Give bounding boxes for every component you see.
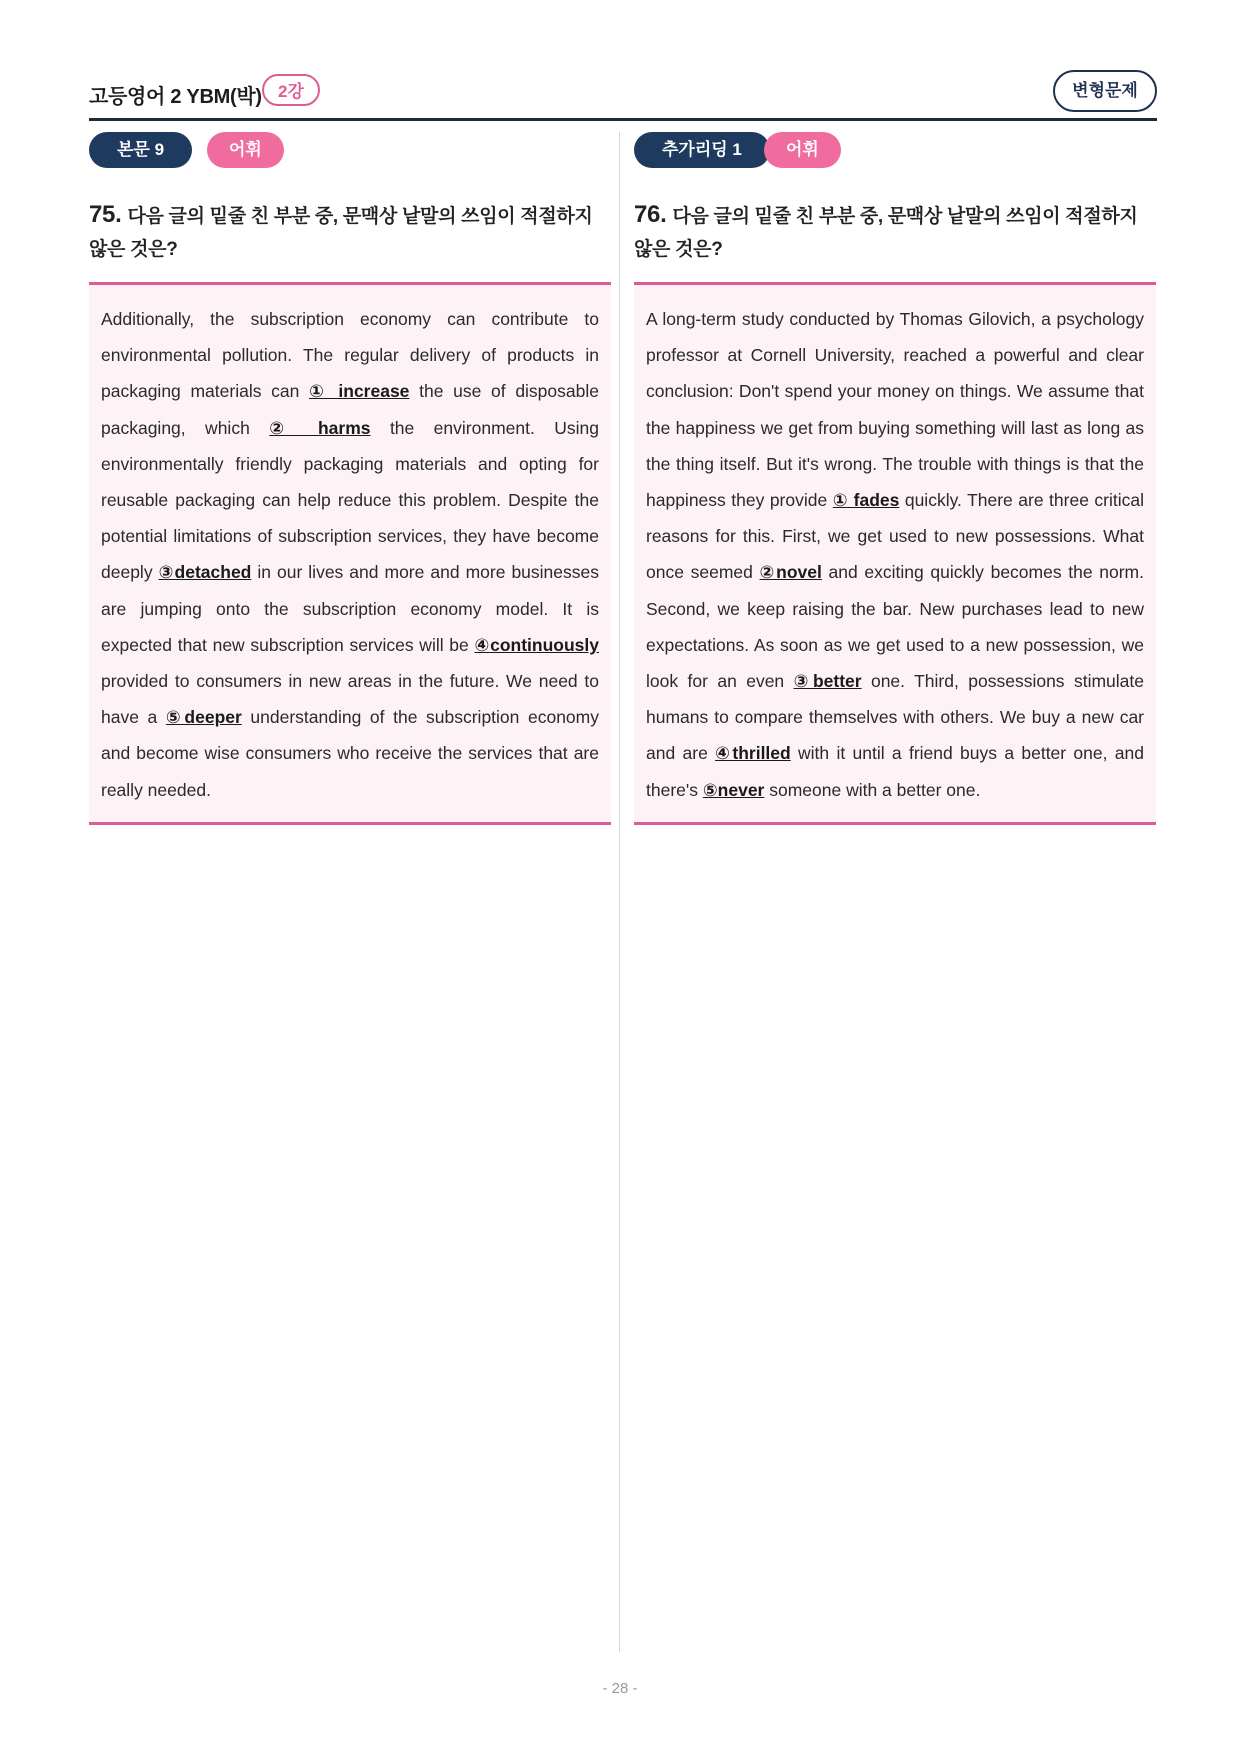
passage-box <box>634 282 1156 825</box>
left-pills <box>89 132 611 170</box>
page-number: - 28 - <box>602 1680 638 1697</box>
passage-text: the environment. Using environmentally friendly packaging materials and opting for reusable packaging can help reduce this problem. Despite the potential limitations of subscription services, they have become deeply <box>101 417 599 583</box>
passage-text: one. Third, possessions stimulate humans to compare themselves with others. We buy a new car and are <box>646 671 1144 764</box>
column-divider <box>619 132 620 1652</box>
question-text: 다음 글의 밑줄 친 부분 중, 문맥상 낱말의 쓰임이 적절하지 않은 것은? <box>634 206 1138 260</box>
underlined-choice-2: ②novel <box>759 562 822 583</box>
lesson-badge: 2강 <box>262 74 320 106</box>
question-75 <box>89 198 611 266</box>
question-number: 76. <box>634 201 667 228</box>
question-text: 다음 글의 밑줄 친 부분 중, 문맥상 낱말의 쓰임이 적절하지 않은 것은? <box>89 206 593 260</box>
underlined-choice-4: ④continuously <box>474 634 599 655</box>
section-pill: 추가리딩 1 <box>634 132 770 168</box>
underlined-choice-5: ⑤deeper <box>165 707 242 728</box>
underlined-choice-2: ② harms <box>269 417 371 438</box>
document-title: 고등영어 2 YBM(박) <box>89 86 262 108</box>
category-pill: 어휘 <box>207 132 284 168</box>
page-header <box>89 72 1157 120</box>
category-pill: 어휘 <box>764 132 841 168</box>
passage-text: understanding of the subscription economy and become wise consumers who receive the services that are really needed. <box>101 707 599 800</box>
right-column <box>634 132 1156 825</box>
passage-text: with it until a friend buys a better one, and there's <box>646 743 1144 800</box>
passage-text: quickly. There are three critical reasons for this. First, we get used to new possessions. What once seemed <box>646 490 1144 583</box>
underlined-choice-3: ③better <box>793 671 862 692</box>
passage-text: in our lives and more and more businesses are jumping onto the subscription economy model. It is expected that new subscription services will be <box>101 562 599 655</box>
right-pills <box>634 132 1156 170</box>
passage-text: provided to consumers in new areas in the future. We need to have a <box>101 671 599 728</box>
underlined-choice-1: ① increase <box>309 381 410 402</box>
passage-text: and exciting quickly becomes the norm. Second, we keep raising the bar. New purchases lead to new expectations. As soon as we get used to a new possession, we look for an even <box>646 562 1144 692</box>
left-column <box>89 132 611 825</box>
underlined-choice-5: ⑤never <box>702 779 765 800</box>
passage-text: Additionally, the subscription economy can contribute to environmental pollution. The regular delivery of products in packaging materials can <box>101 309 599 402</box>
passage-text: A long-term study conducted by Thomas Gilovich, a psychology professor at Cornell University, reached a powerful and clear conclusion: Don't spend your money on things. We assume that the happiness we get from buying something will last as long as the thing itself. But it's wrong. The trouble with things is that the happiness they provide <box>646 309 1144 511</box>
section-pill: 본문 9 <box>89 132 192 168</box>
question-type-badge: 변형문제 <box>1053 70 1157 112</box>
underlined-choice-3: ③detached <box>158 562 252 583</box>
underlined-choice-4: ④thrilled <box>715 743 791 764</box>
passage-text: someone with a better one. <box>764 779 981 800</box>
underlined-choice-1: ① fades <box>832 490 900 511</box>
question-number: 75. <box>89 201 122 228</box>
passage-box <box>89 282 611 825</box>
header-rule <box>89 118 1157 121</box>
passage-text: the use of disposable packaging, which <box>101 381 599 438</box>
question-76 <box>634 198 1156 266</box>
